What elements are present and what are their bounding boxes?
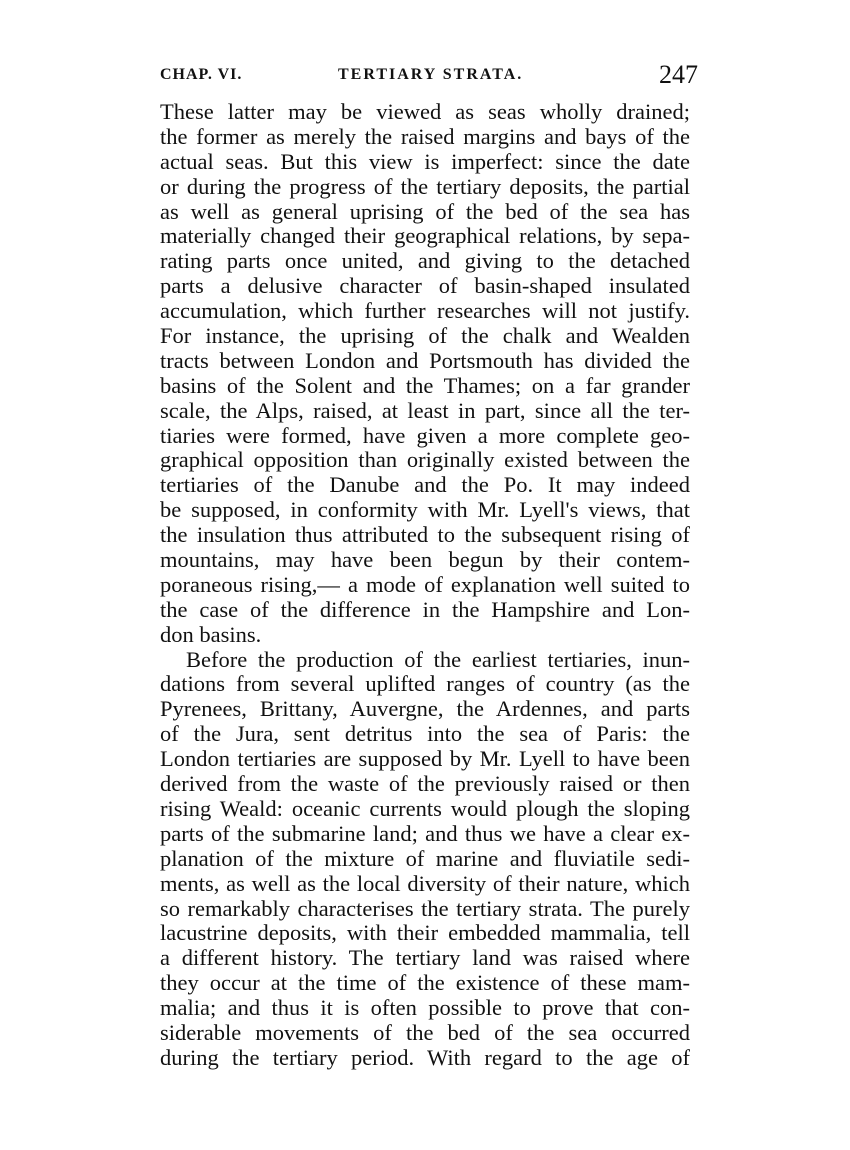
- text-line: materially changed their geographical relations, by sepa-: [160, 224, 690, 249]
- text-line: they occur at the time of the existence of these mam-: [160, 971, 690, 996]
- text-line: the insulation thus attributed to the subsequent rising of: [160, 523, 690, 548]
- text-line: mountains, may have been begun by their contem-: [160, 548, 690, 573]
- text-line: so remarkably characterises the tertiary strata. The purely: [160, 896, 690, 921]
- text-line: parts a delusive character of basin-shaped insulated: [160, 274, 690, 299]
- text-line: graphical opposition than originally existed between the: [160, 448, 690, 473]
- text-line: tertiaries of the Danube and the Po. It may indeed: [160, 473, 690, 498]
- text-line: or during the progress of the tertiary deposits, the partial: [160, 174, 690, 199]
- text-line: during the tertiary period. With regard to the age of: [160, 1045, 690, 1070]
- text-line: don basins.: [160, 622, 262, 647]
- page-number: 247: [659, 60, 698, 89]
- text-line: of the Jura, sent detritus into the sea of Paris: the: [160, 722, 690, 747]
- text-line: parts of the submarine land; and thus we have a clear ex-: [160, 821, 690, 846]
- text-line: These latter may be viewed as seas wholly drained;: [160, 100, 690, 124]
- text-line: the former as merely the raised margins and bays of the: [160, 124, 690, 149]
- running-header: [160, 60, 698, 90]
- text-line: rising Weald: oceanic currents would plough the sloping: [160, 796, 690, 821]
- text-line: lacustrine deposits, with their embedded mammalia, tell: [160, 921, 690, 946]
- text-line: Pyrenees, Brittany, Auvergne, the Ardennes, and parts: [160, 697, 690, 722]
- body-text: [160, 100, 690, 1071]
- text-line: planation of the mixture of marine and fluviatile sedi-: [160, 846, 690, 871]
- text-line: rating parts once united, and giving to the detached: [160, 249, 690, 274]
- text-line: malia; and thus it is often possible to prove that con-: [160, 996, 690, 1021]
- text-line: basins of the Solent and the Thames; on a far grander: [160, 373, 690, 398]
- text-line: siderable movements of the bed of the sea occurred: [160, 1020, 690, 1045]
- running-title: TERTIARY STRATA.: [338, 66, 524, 83]
- text-line: be supposed, in conformity with Mr. Lyell's views, that: [160, 498, 690, 523]
- text-line: tiaries were formed, have given a more complete geo-: [160, 423, 690, 448]
- text-line: derived from the waste of the previously raised or then: [160, 772, 690, 797]
- text-line: ments, as well as the local diversity of their nature, which: [160, 871, 690, 896]
- paragraph: [160, 648, 690, 1071]
- paragraph: [160, 100, 690, 648]
- text-line: the case of the difference in the Hampshire and Lon-: [160, 597, 690, 622]
- text-line: scale, the Alps, raised, at least in part, since all the ter-: [160, 398, 690, 423]
- chapter-label: CHAP. VI.: [160, 66, 243, 83]
- text-line: as well as general uprising of the bed of the sea has: [160, 199, 690, 224]
- text-line: a different history. The tertiary land was raised where: [160, 946, 690, 971]
- text-line: accumulation, which further researches will not justify.: [160, 299, 690, 324]
- text-line: London tertiaries are supposed by Mr. Lyell to have been: [160, 747, 690, 772]
- text-line: tracts between London and Portsmouth has divided the: [160, 348, 690, 373]
- text-line: dations from several uplifted ranges of country (as the: [160, 672, 690, 697]
- text-line: actual seas. But this view is imperfect: since the date: [160, 149, 690, 174]
- text-line: Before the production of the earliest tertiaries, inun-: [186, 647, 690, 672]
- text-line: For instance, the uprising of the chalk and Wealden: [160, 324, 690, 349]
- text-line: poraneous rising,— a mode of explanation well suited to: [160, 572, 690, 597]
